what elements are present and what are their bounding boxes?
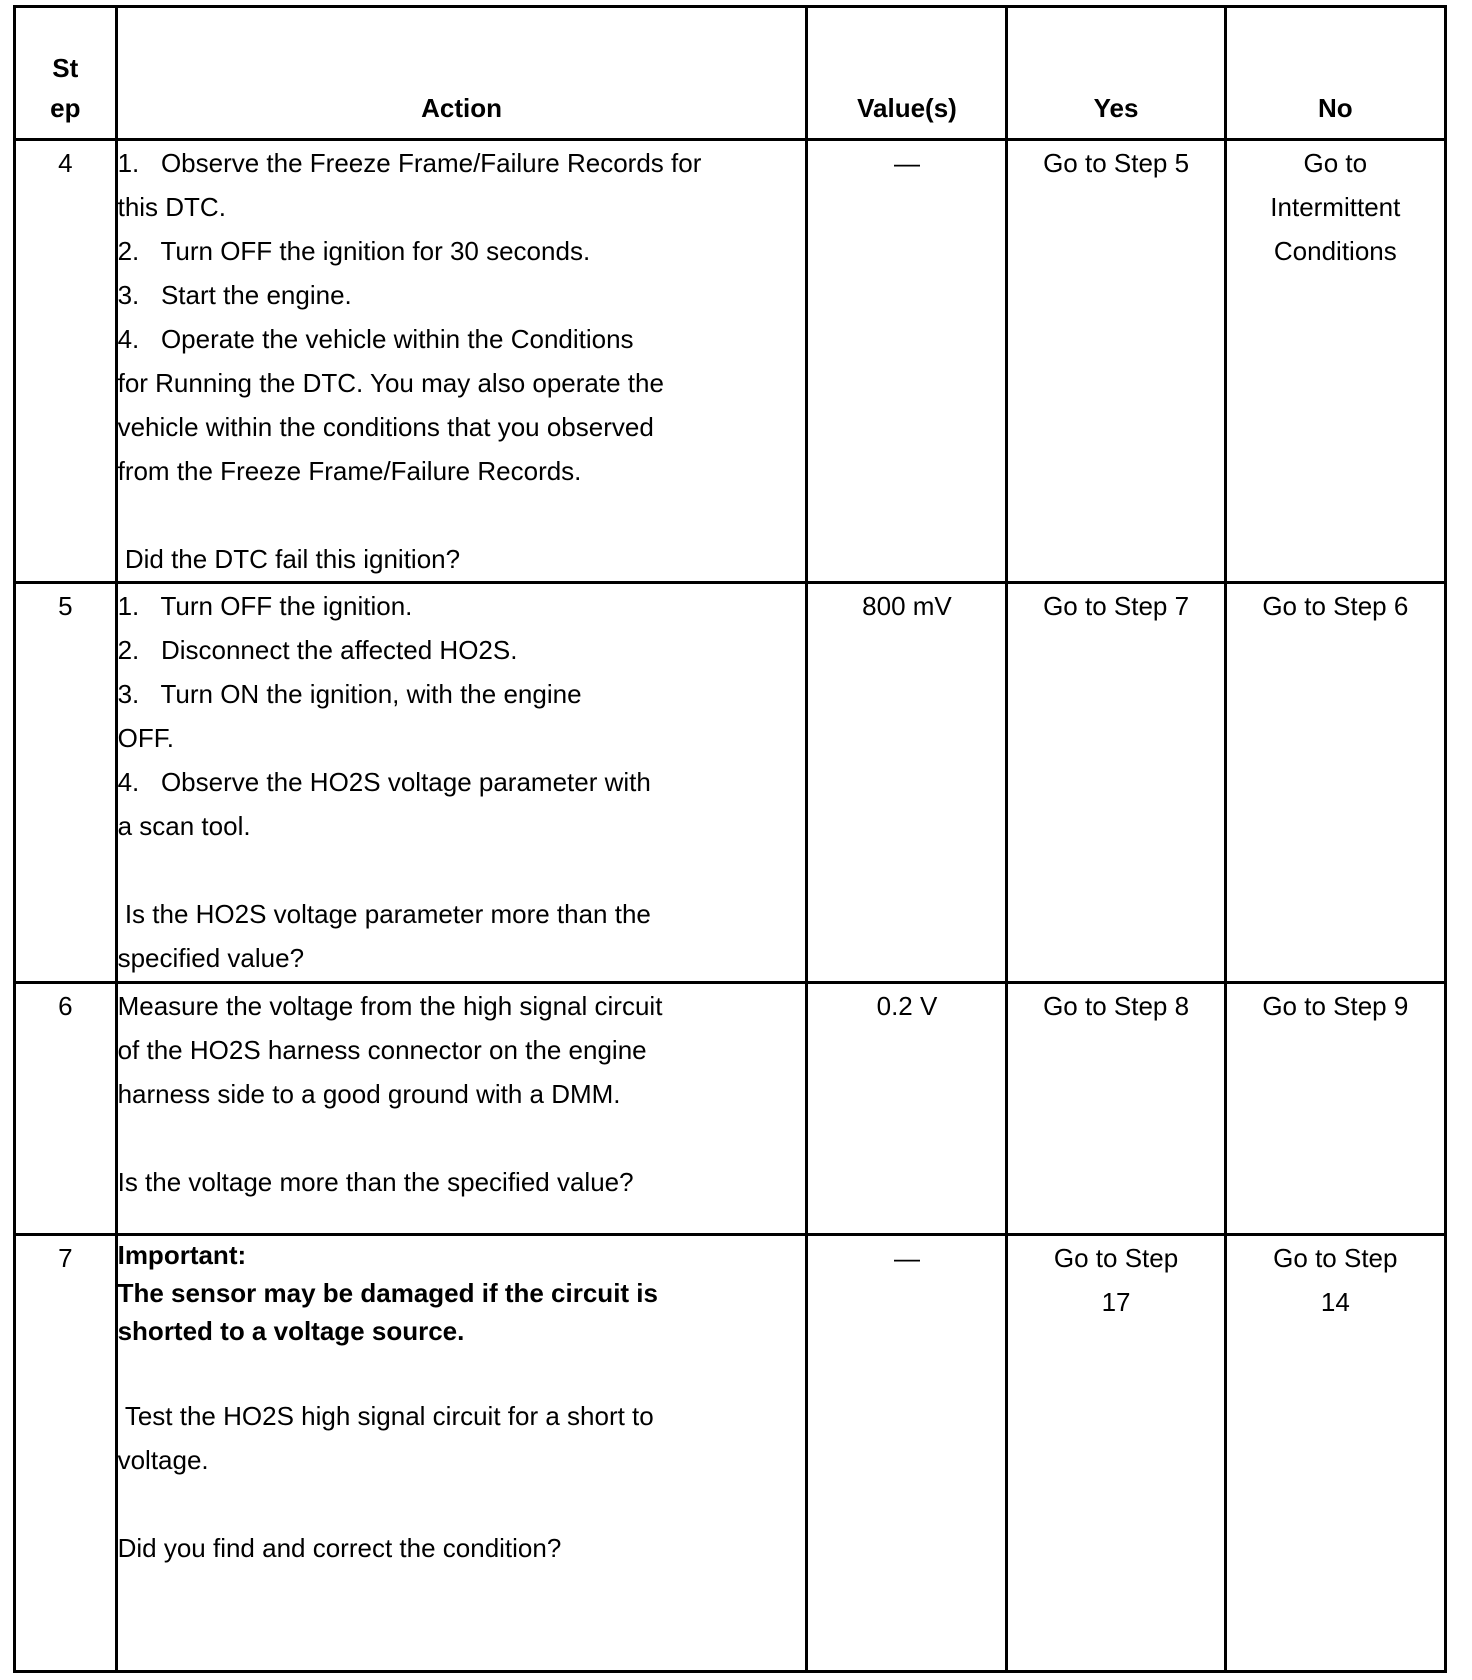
- yes-text: Go to Step 8: [1043, 991, 1190, 1021]
- action-cell: [116, 1235, 807, 1672]
- no-text: 14: [1320, 1287, 1350, 1317]
- no-text: Intermittent: [1270, 192, 1401, 222]
- action-line: OFF.: [117, 723, 174, 753]
- action-line: this DTC.: [117, 192, 226, 222]
- question-text: Did you find and correct the condition?: [117, 1533, 562, 1563]
- action-line: from the Freeze Frame/Failure Records.: [117, 456, 582, 486]
- step-number: 6: [15, 983, 117, 1235]
- important-text: shorted to a voltage source.: [117, 1316, 465, 1346]
- yes-cell: [1007, 583, 1225, 983]
- no-cell: [1225, 1235, 1445, 1672]
- header-step: [15, 7, 117, 140]
- question-text: Did the DTC fail this ignition?: [117, 544, 461, 574]
- yes-cell: [1007, 1235, 1225, 1672]
- header-action: Action: [116, 7, 807, 140]
- yes-text: Go to Step: [1053, 1243, 1179, 1273]
- question-text: Is the voltage more than the specified value?: [117, 1167, 634, 1197]
- action-cell: [116, 140, 807, 583]
- table-row-step-7: [15, 1235, 1446, 1672]
- yes-text: Go to Step 5: [1043, 148, 1190, 178]
- value-cell: 0.2 V: [807, 983, 1007, 1235]
- action-cell: [116, 983, 807, 1235]
- value-cell: 800 mV: [807, 583, 1007, 983]
- header-values: Value(s): [807, 7, 1007, 140]
- important-label: Important:: [117, 1240, 247, 1270]
- action-line: 4. Observe the HO2S voltage parameter with: [117, 767, 651, 797]
- header-row: [15, 7, 1446, 140]
- table-row-step-6: [15, 983, 1446, 1235]
- header-step-line2: ep: [50, 93, 81, 123]
- no-text: Go to Step 9: [1262, 991, 1409, 1021]
- action-line: of the HO2S harness connector on the engine: [117, 1035, 647, 1065]
- no-text: Go to: [1303, 148, 1368, 178]
- question-text: Is the HO2S voltage parameter more than the: [117, 899, 651, 929]
- question-text: specified value?: [117, 943, 305, 973]
- header-yes: Yes: [1007, 7, 1225, 140]
- step-number: 7: [15, 1235, 117, 1672]
- important-text: The sensor may be damaged if the circuit is: [117, 1278, 658, 1308]
- action-line: for Running the DTC. You may also operate the: [117, 368, 664, 398]
- action-line: harness side to a good ground with a DMM.: [117, 1079, 621, 1109]
- yes-cell: [1007, 983, 1225, 1235]
- yes-cell: [1007, 140, 1225, 583]
- action-line: 3. Turn ON the ignition, with the engine: [117, 679, 582, 709]
- yes-text: Go to Step 7: [1043, 591, 1190, 621]
- yes-text: 17: [1101, 1287, 1131, 1317]
- step-number: 5: [15, 583, 117, 983]
- no-cell: [1225, 583, 1445, 983]
- action-line: Measure the voltage from the high signal circuit: [117, 991, 663, 1021]
- step-number: 4: [15, 140, 117, 583]
- action-line: voltage.: [117, 1445, 209, 1475]
- value-cell: —: [807, 1235, 1007, 1672]
- header-step-line1: St: [52, 53, 79, 83]
- action-line: a scan tool.: [117, 811, 251, 841]
- diagnostic-table: [13, 5, 1447, 1673]
- table-row-step-4: [15, 140, 1446, 583]
- value-cell: —: [807, 140, 1007, 583]
- action-line: 1. Turn OFF the ignition.: [117, 591, 413, 621]
- action-line: 4. Operate the vehicle within the Conditions: [117, 324, 634, 354]
- action-line: Test the HO2S high signal circuit for a short to: [117, 1401, 654, 1431]
- table-row-step-5: [15, 583, 1446, 983]
- no-cell: [1225, 140, 1445, 583]
- no-text: Conditions: [1273, 236, 1397, 266]
- header-no: No: [1225, 7, 1445, 140]
- action-line: 1. Observe the Freeze Frame/Failure Records for: [117, 148, 702, 178]
- action-line: 2. Disconnect the affected HO2S.: [117, 635, 518, 665]
- action-cell: [116, 583, 807, 983]
- action-line: vehicle within the conditions that you observed: [117, 412, 654, 442]
- no-text: Go to Step 6: [1262, 591, 1409, 621]
- no-cell: [1225, 983, 1445, 1235]
- no-text: Go to Step: [1273, 1243, 1398, 1273]
- action-line: 2. Turn OFF the ignition for 30 seconds.: [117, 236, 591, 266]
- action-line: 3. Start the engine.: [117, 280, 352, 310]
